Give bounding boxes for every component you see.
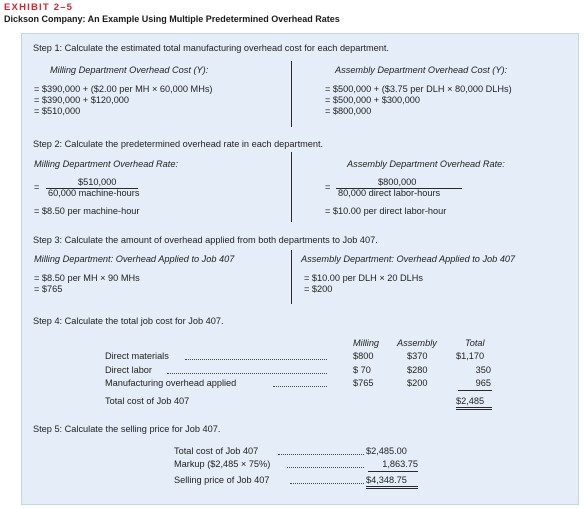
exhibit-panel <box>21 33 579 505</box>
leader-dots <box>185 359 327 360</box>
step2-right-denominator: 80,000 direct labor-hours <box>338 188 441 198</box>
step1-left-line-1: = $390,000 + ($2.00 per MH × 60,000 MHs) <box>34 84 213 94</box>
exhibit-title: Dickson Company: An Example Using Multiple Predetermined Overhead Rates <box>4 14 340 24</box>
step2-left-equals: = <box>34 182 40 192</box>
step3-right-line-2: = $200 <box>304 284 333 294</box>
leader-dots <box>278 454 364 455</box>
leader-dots <box>290 483 364 484</box>
step3-right-title: Assembly Department: Overhead Applied to Job 407 <box>301 254 516 264</box>
step5-heading: Step 5: Calculate the selling price for Job 407. <box>33 424 221 434</box>
step1-right-line-1: = $500,000 + ($3.75 per DLH × 80,000 DLHs) <box>325 84 512 94</box>
job-cost-row-milling: $ 70 <box>353 365 371 375</box>
price-row-value: $2,485.00 <box>366 446 407 456</box>
price-row-label: Markup ($2,485 × 75%) <box>174 459 271 469</box>
step2-right-result: = $10.00 per direct labor-hour <box>325 206 447 216</box>
step3-right-line-1: = $10.00 per DLH × 20 DLHs <box>304 273 423 283</box>
job-cost-row-label: Direct labor <box>105 365 152 375</box>
leader-dots <box>287 467 364 468</box>
job-cost-row-label: Direct materials <box>105 351 169 361</box>
step3-left-title: Milling Department: Overhead Applied to Job 407 <box>34 254 235 264</box>
step4-heading: Step 4: Calculate the total job cost for Job 407. <box>33 316 224 326</box>
job-total-value: $2,485 <box>456 396 485 406</box>
step1-right-line-3: = $800,000 <box>325 106 372 116</box>
job-cost-row-assembly: $200 <box>407 378 428 388</box>
step1-left-line-3: = $510,000 <box>34 106 81 116</box>
job-cost-row-assembly: $280 <box>407 365 428 375</box>
subtotal-rule <box>458 390 492 391</box>
step2-left-numerator: $510,000 <box>78 177 117 187</box>
step2-left-title: Milling Department Overhead Rate: <box>34 159 179 169</box>
step3-left-line-1: = $8.50 per MH × 90 MHs <box>34 273 140 283</box>
job-cost-row-label: Manufacturing overhead applied <box>105 378 237 388</box>
double-underline-top <box>456 407 492 408</box>
step1-right-line-2: = $500,000 + $300,000 <box>325 95 421 105</box>
job-cost-row-total: $1,170 <box>456 351 485 361</box>
step2-divider <box>291 152 292 222</box>
step2-right-numerator: $800,000 <box>378 177 417 187</box>
price-row-label: Total cost of Job 407 <box>174 446 259 456</box>
step1-heading: Step 1: Calculate the estimated total manufacturing overhead cost for each department. <box>33 43 389 53</box>
column-header-total: Total <box>465 338 485 348</box>
job-cost-row-total: 965 <box>475 378 491 388</box>
column-header-assembly: Assembly <box>397 338 437 348</box>
double-underline-top <box>366 486 418 487</box>
step1-divider <box>291 61 292 127</box>
price-row-label: Selling price of Job 407 <box>174 475 270 485</box>
double-underline-bottom <box>456 409 492 410</box>
price-row-value: $4,348.75 <box>366 475 407 485</box>
step3-left-line-2: = $765 <box>34 284 63 294</box>
job-cost-row-milling: $800 <box>353 351 374 361</box>
step1-left-title: Milling Department Overhead Cost (Y): <box>50 65 209 75</box>
exhibit-label: EXHIBIT 2–5 <box>4 2 74 13</box>
leader-dots <box>167 373 327 374</box>
step2-left-result: = $8.50 per machine-hour <box>34 206 140 216</box>
step3-heading: Step 3: Calculate the amount of overhead applied from both departments to Job 407. <box>33 235 378 245</box>
column-header-milling: Milling <box>353 338 380 348</box>
step2-left-denominator: 60,000 machine-hours <box>48 188 140 198</box>
double-underline-bottom <box>366 488 418 489</box>
step1-left-line-2: = $390,000 + $120,000 <box>34 95 130 105</box>
step1-right-title: Assembly Department Overhead Cost (Y): <box>335 65 508 75</box>
leader-dots <box>273 386 327 387</box>
job-cost-row-assembly: $370 <box>407 351 428 361</box>
price-row-value: 1,863.75 <box>382 459 418 469</box>
step2-heading: Step 2: Calculate the predetermined overhead rate in each department. <box>33 139 324 149</box>
step3-divider <box>291 250 292 304</box>
subtotal-rule <box>368 471 418 472</box>
step2-right-equals: = <box>325 182 331 192</box>
step2-right-title: Assembly Department Overhead Rate: <box>347 159 505 169</box>
job-cost-row-milling: $765 <box>353 378 374 388</box>
job-cost-row-total: 350 <box>475 365 491 375</box>
job-total-label: Total cost of Job 407 <box>105 396 190 406</box>
